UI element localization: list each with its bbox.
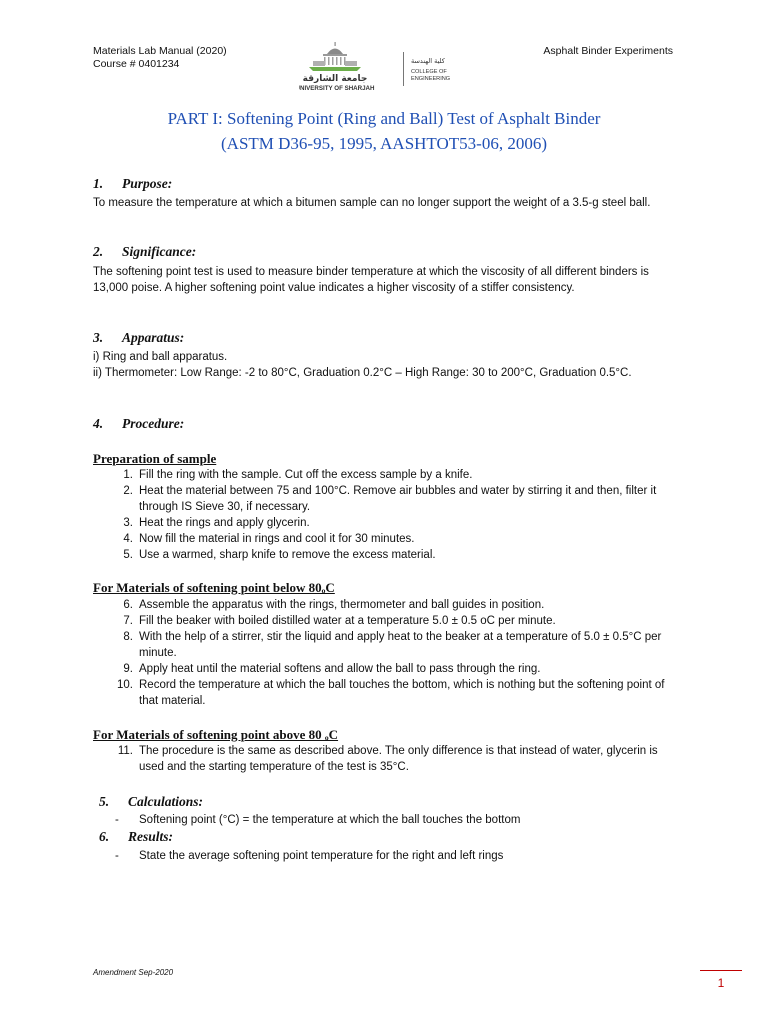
section-procedure-heading (93, 416, 184, 432)
section-title: Results: (128, 829, 174, 844)
header-right: Asphalt Binder Experiments (543, 45, 673, 57)
section-title: Procedure: (122, 416, 185, 431)
item-text: Fill the beaker with boiled distilled water at a temperature 5.0 ± 0.5 oC per minute. (139, 615, 556, 627)
item-number: 9. (123, 663, 133, 675)
item-text: With the help of a stirrer, stir the liquid and apply heat to the beaker at a temperature of 5.0 ± 0.5°C per minute. (139, 631, 662, 659)
below-80-heading: For Materials of softening point below 80ₒC (93, 580, 335, 595)
section-number: 1. (93, 176, 104, 191)
logo-arabic-university: جامعة الشارقة (302, 74, 368, 84)
section-number: 5. (99, 794, 110, 809)
list-item (93, 531, 685, 547)
item-number: 3. (123, 517, 133, 529)
header-left (93, 45, 227, 71)
logo-university-name: UNIVERSITY OF SHARJAH (299, 85, 375, 92)
item-number: 8. (123, 631, 133, 643)
calculations-list (93, 812, 685, 828)
list-item (93, 848, 685, 864)
amendment-note: Amendment Sep-2020 (93, 968, 174, 977)
page-subtitle: (ASTM D36-95, 1995, AASHTOT53-06, 2006) (221, 134, 547, 153)
preparation-heading: Preparation of sample (93, 451, 217, 466)
list-item (93, 467, 685, 483)
apparatus-list (93, 349, 685, 381)
item-text: Assemble the apparatus with the rings, thermometer and ball guides in position. (139, 599, 545, 611)
dash-bullet: - (115, 850, 119, 862)
list-item (93, 743, 685, 775)
section-number: 4. (93, 416, 104, 431)
section-number: 2. (93, 244, 104, 259)
item-text: Softening point (°C) = the temperature at which the ball touches the bottom (139, 814, 521, 826)
results-list (93, 848, 685, 864)
section-number: 3. (93, 330, 104, 345)
purpose-text: To measure the temperature at which a bitumen sample can no longer support the weight of a 3.5-g steel ball. (93, 197, 651, 209)
item-text: Heat the material between 75 and 100°C. Remove air bubbles and water by stirring it and then, filter it through IS Sieve 30, if necessary. (139, 485, 657, 513)
section-significance-heading (93, 244, 196, 260)
list-item (93, 483, 685, 515)
item-number: 5. (123, 549, 133, 561)
item-text: The procedure is the same as described above. The only difference is that instead of water, glycerin is used and the starting temperature of the test is 35°C. (139, 745, 658, 773)
list-item (93, 677, 685, 709)
section-results-heading (99, 829, 173, 845)
section-title: Significance: (122, 244, 197, 259)
item-number: 1. (123, 469, 133, 481)
university-logo-graphic (299, 40, 469, 94)
list-item (93, 597, 685, 613)
item-text: Apply heat until the material softens and allow the ball to pass through the ring. (139, 663, 541, 675)
university-logo (299, 40, 469, 94)
list-item (93, 613, 685, 629)
apparatus-item: i) Ring and ball apparatus. (93, 351, 228, 363)
section-title: Calculations: (128, 794, 204, 809)
item-text: Now fill the material in rings and cool it for 30 minutes. (139, 533, 415, 545)
section-purpose-heading (93, 176, 172, 192)
logo-college-line1: COLLEGE OF (411, 69, 447, 75)
item-text: Record the temperature at which the ball touches the bottom, which is nothing but the softening point of that material. (139, 679, 665, 707)
item-text: Use a warmed, sharp knife to remove the excess material. (139, 549, 436, 561)
item-number: 2. (123, 485, 133, 497)
section-apparatus-heading (93, 330, 184, 346)
list-item (93, 629, 685, 661)
preparation-list (93, 467, 685, 563)
list-item (93, 547, 685, 563)
list-item (93, 515, 685, 531)
section-title: Purpose: (122, 176, 173, 191)
list-item (93, 812, 685, 828)
item-number: 4. (123, 533, 133, 545)
section-number: 6. (99, 829, 110, 844)
below-80-list (93, 597, 685, 709)
apparatus-item: ii) Thermometer: Low Range: -2 to 80°C, Graduation 0.2°C – High Range: 30 to 200°C, Graduation 0.5°C. (93, 367, 632, 379)
item-number: 7. (123, 615, 133, 627)
course-number: Course # 0401234 (93, 58, 180, 70)
section-calculations-heading (99, 794, 203, 810)
above-80-heading: For Materials of softening point above 80 ₒC (93, 727, 339, 742)
page-number: 1 (717, 976, 725, 990)
above-80-list (93, 743, 685, 775)
section-title: Apparatus: (122, 330, 185, 345)
logo-arabic-college: كلية الهندسة (411, 57, 445, 65)
manual-title: Materials Lab Manual (2020) (93, 45, 227, 57)
item-text: Fill the ring with the sample. Cut off the excess sample by a knife. (139, 469, 473, 481)
page-title: PART I: Softening Point (Ring and Ball) Test of Asphalt Binder (167, 109, 601, 128)
item-number: 6. (123, 599, 133, 611)
item-number: 11. (117, 745, 133, 757)
dash-bullet: - (115, 814, 119, 826)
logo-college-line2: ENGINEERING (411, 76, 451, 82)
list-item (93, 661, 685, 677)
significance-text: The softening point test is used to measure binder temperature at which the viscosity of all different binders is 13,000 poise. A higher softening point value indicates a higher viscosity of a stiffer consistency. (93, 266, 649, 294)
item-number: 10. (117, 679, 133, 691)
item-text: State the average softening point temperature for the right and left rings (139, 850, 504, 862)
item-text: Heat the rings and apply glycerin. (139, 517, 310, 529)
page-number-rule (700, 970, 742, 971)
